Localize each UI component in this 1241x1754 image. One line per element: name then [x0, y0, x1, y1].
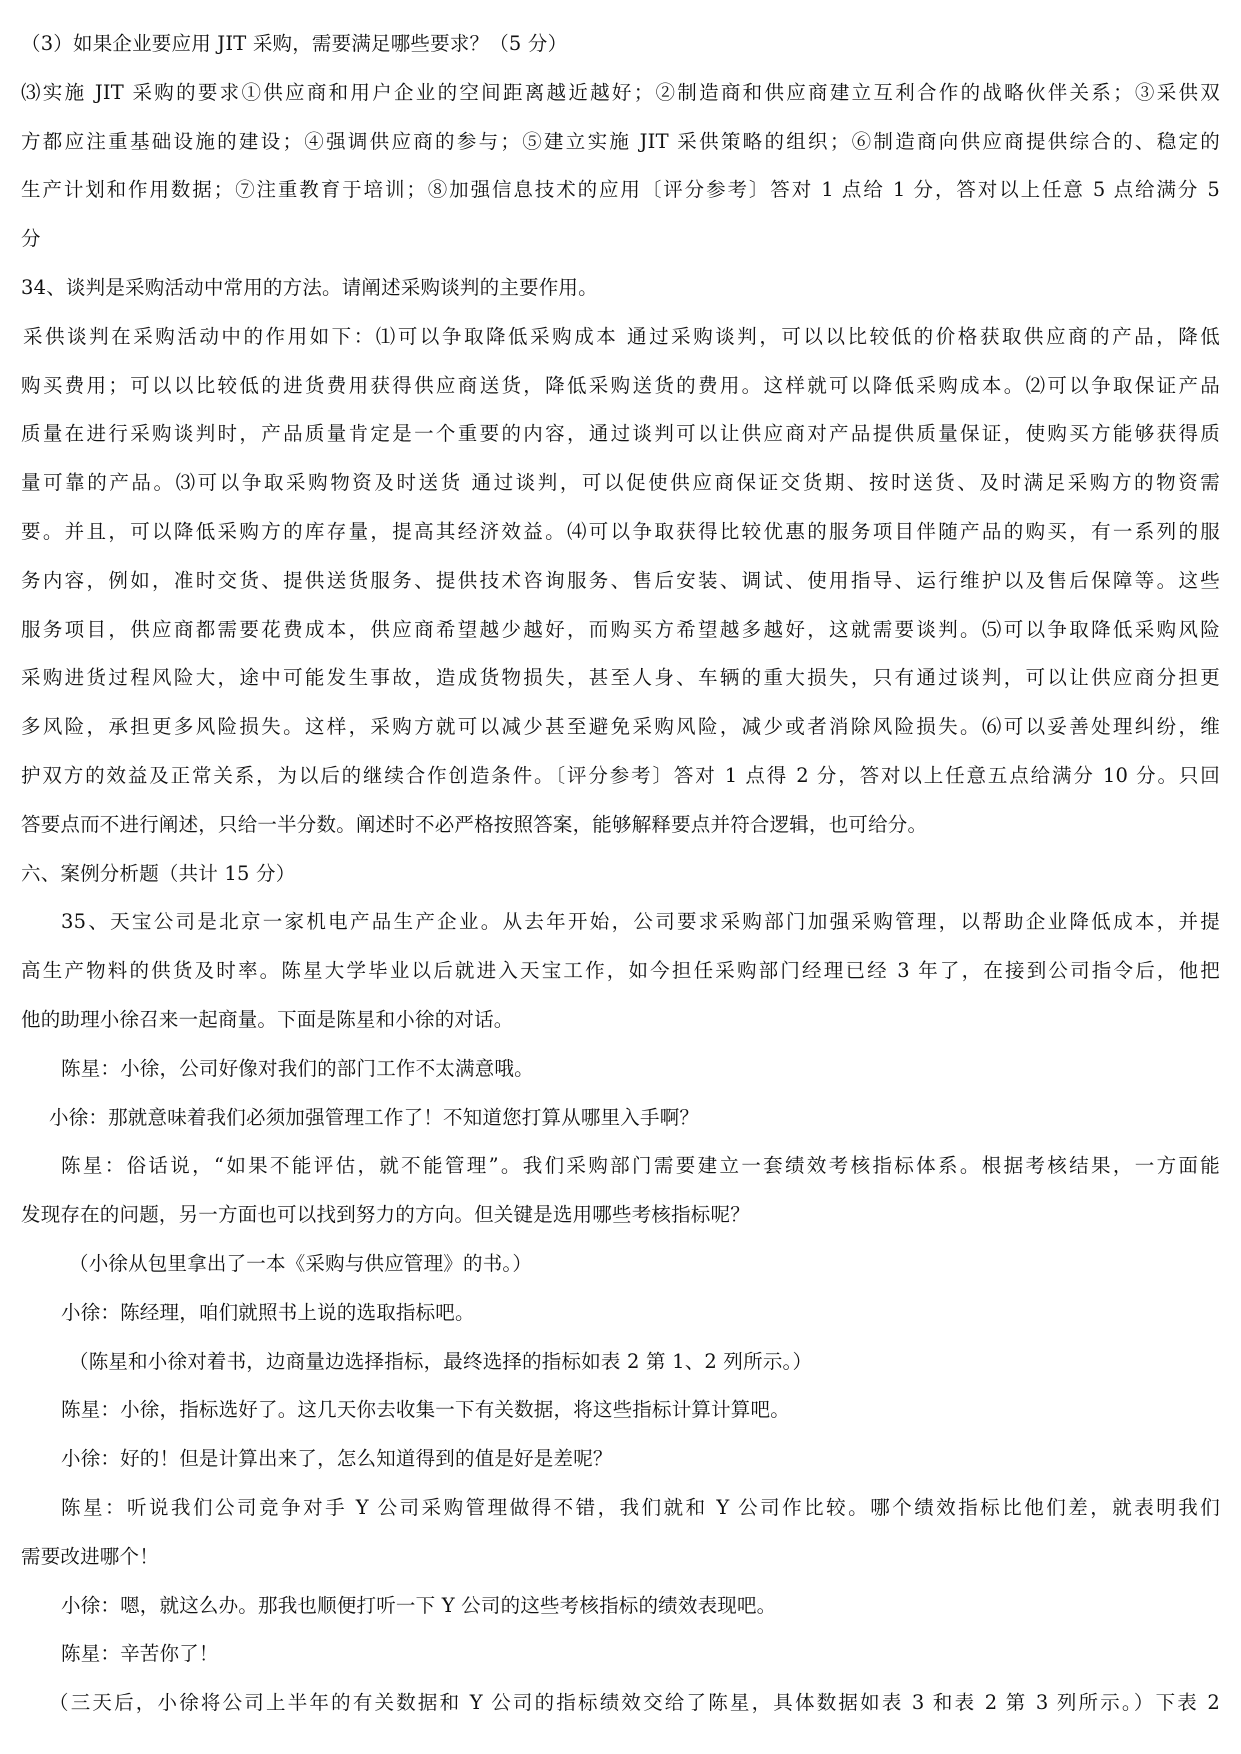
jit-answer-line: 生产计划和作用数据；⑦注重教育于培训；⑧加强信息技术的应用〔评分参考〕答对 1 点给 1 分，答对以上任意 5 点给满分 5 [21, 178, 1220, 202]
dialogue-line: 陈星：小徐，公司好像对我们的部门工作不太满意哦。 [61, 1056, 534, 1080]
case-35-line: 高生产物料的供货及时率。陈星大学毕业以后就进入天宝工作，如今担任采购部门经理已经 3 年了，在接到公司指令后，他把 [21, 959, 1220, 983]
dialogue-line: 陈星：俗话说，“如果不能评估，就不能管理”。我们采购部门需要建立一套绩效考核指标体系。根据考核结果，一方面能 [61, 1154, 1220, 1178]
dialogue-line: 陈星：辛苦你了！ [61, 1642, 219, 1666]
negotiation-answer-line: 购买费用；可以以比较低的进货费用获得供应商送货，降低采购送货的费用。这样就可以降低采购成本。⑵可以争取保证产品 [21, 373, 1220, 397]
jit-answer-line: 方都应注重基础设施的建设；④强调供应商的参与；⑤建立实施 JIT 采供策略的组织；⑥制造商向供应商提供综合的、稳定的 [21, 129, 1220, 153]
negotiation-answer-line: 质量在进行采购谈判时，产品质量肯定是一个重要的内容，通过谈判可以让供应商对产品提供质量保证，使购买方能够获得质 [21, 422, 1220, 446]
negotiation-answer-line: 服务项目，供应商都需要花费成本，供应商希望越少越好，而购买方希望越多越好，这就需要谈判。⑸可以争取降低采购风险 [21, 617, 1220, 641]
negotiation-answer-line: 答要点而不进行阐述，只给一半分数。阐述时不必严格按照答案，能够解释要点并符合逻辑，也可给分。 [21, 812, 928, 836]
negotiation-answer-line: 量可靠的产品。⑶可以争取采购物资及时送货 通过谈判，可以促使供应商保证交货期、按时送货、及时满足采购方的物资需 [21, 471, 1220, 495]
dialogue-line: 需要改进哪个！ [21, 1544, 159, 1568]
dialogue-line: 陈星：小徐，指标选好了。这几天你去收集一下有关数据，将这些指标计算计算吧。 [61, 1398, 790, 1422]
question-3-heading: （3）如果企业要应用 JIT 采购，需要满足哪些要求？（5 分） [21, 32, 568, 55]
negotiation-answer-line: 要。并且，可以降低采购方的库存量，提高其经济效益。⑷可以争取获得比较优惠的服务项目伴随产品的购买，有一系列的服 [21, 519, 1220, 543]
case-35-line: 35、天宝公司是北京一家机电产品生产企业。从去年开始，公司要求采购部门加强采购管理，以帮助企业降低成本，并提 [61, 910, 1220, 934]
jit-answer-line: ⑶实施 JIT 采购的要求①供应商和用户企业的空间距离越近越好；②制造商和供应商建立互利合作的战略伙伴关系；③采供双 [21, 80, 1220, 104]
dialogue-line: 小徐：好的！但是计算出来了，怎么知道得到的值是好是差呢？ [61, 1447, 613, 1471]
stage-direction: （陈星和小徐对着书，边商量边选择指标，最终选择的指标如表 2 第 1、2 列所示。） [69, 1349, 813, 1373]
negotiation-answer-line: 多风险，承担更多风险损失。这样，采购方就可以减少甚至避免采购风险，减少或者消除风险损失。⑹可以妥善处理纠纷，维 [21, 715, 1220, 739]
negotiation-answer-line: 采购进货过程风险大，途中可能发生事故，造成货物损失，甚至人身、车辆的重大损失，只有通过谈判，可以让供应商分担更 [21, 666, 1220, 690]
negotiation-answer-line: 护双方的效益及正常关系，为以后的继续合作创造条件。〔评分参考〕答对 1 点得 2 分，答对以上任意五点给满分 10 分。只回 [21, 763, 1220, 787]
dialogue-line: 陈星：听说我们公司竞争对手 Y 公司采购管理做得不错，我们就和 Y 公司作比较。哪个绩效指标比他们差，就表明我们 [61, 1495, 1220, 1519]
question-34-heading: 34、谈判是采购活动中常用的方法。请阐述采购谈判的主要作用。 [21, 275, 598, 299]
dialogue-line: 小徐：那就意味着我们必须加强管理工作了！不知道您打算从哪里入手啊？ [49, 1105, 700, 1129]
negotiation-answer-line: 采供谈判在采购活动中的作用如下：⑴可以争取降低采购成本 通过采购谈判，可以以比较低的价格获取供应商的产品，降低 [23, 324, 1220, 348]
stage-direction: （三天后，小徐将公司上半年的有关数据和 Y 公司的指标绩效交给了陈星，具体数据如表 3 和表 2 第 3 列所示。）下表 2 [49, 1691, 1220, 1715]
negotiation-answer-line: 务内容，例如，准时交货、提供送货服务、提供技术咨询服务、售后安装、调试、使用指导、运行维护以及售后保障等。这些 [21, 568, 1220, 592]
dialogue-line: 小徐：陈经理，咱们就照书上说的选取指标吧。 [61, 1300, 475, 1324]
section-6-heading: 六、案例分析题（共计 15 分） [21, 861, 296, 885]
dialogue-line: 小徐：嗯，就这么办。那我也顺便打听一下 Y 公司的这些考核指标的绩效表现吧。 [61, 1593, 777, 1617]
document-page [21, 20, 1220, 1728]
stage-direction: （小徐从包里拿出了一本《采购与供应管理》的书。） [69, 1251, 533, 1275]
case-35-line: 他的助理小徐召来一起商量。下面是陈星和小徐的对话。 [21, 1007, 514, 1031]
jit-answer-line: 分 [21, 227, 41, 251]
dialogue-line: 发现存在的问题，另一方面也可以找到努力的方向。但关键是选用哪些考核指标呢？ [21, 1203, 750, 1227]
